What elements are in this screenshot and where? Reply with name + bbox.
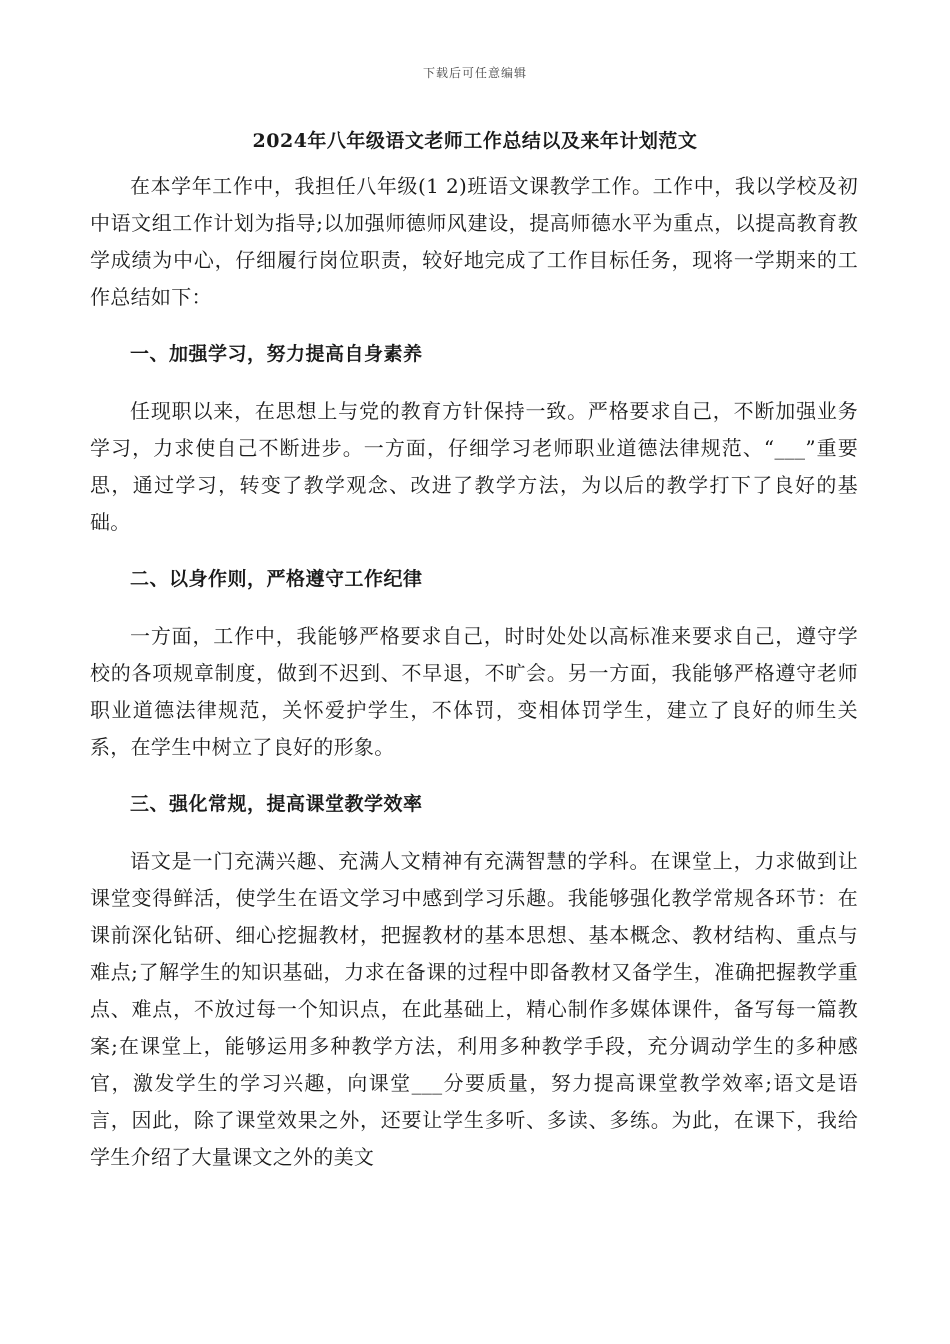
intro-paragraph: 在本学年工作中，我担任八年级(1 2)班语文课教学工作。工作中，我以学校及初中语文组工作计划为指导;以加强师德师风建设，提高师德水平为重点，以提高教育教学成绩为中心，仔细履行岗位职责，较好地完成了工作目标任务，现将一学期来的工作总结如下：: [90, 174, 858, 309]
section-heading-3: 三、强化常规，提高课堂教学效率: [130, 793, 423, 815]
section-heading-1: 一、加强学习，努力提高自身素养: [130, 343, 423, 365]
section-heading-2: 二、以身作则，严格遵守工作纪律: [130, 568, 423, 590]
document-body: [90, 168, 858, 1176]
section-body-2: 一方面，工作中，我能够严格要求自己，时时处处以高标准来要求自己，遵守学校的各项规章制度，做到不迟到、不早退，不旷会。另一方面，我能够严格遵守老师职业道德法律规范，关怀爱护学生，不体罚，变相体罚学生，建立了良好的师生关系，在学生中树立了良好的形象。: [90, 624, 858, 759]
section-body-1: 任现职以来，在思想上与党的教育方针保持一致。严格要求自己，不断加强业务学习，力求使自己不断进步。一方面，仔细学习老师职业道德法律规范、“___”重要思，通过学习，转变了教学观念、改进了教学方法，为以后的教学打下了良好的基础。: [90, 399, 858, 534]
watermark-text: 下载后可任意编辑: [422, 66, 527, 80]
document-title: 2024年八年级语文老师工作总结以及来年计划范文: [252, 130, 698, 152]
section-body-3: 语文是一门充满兴趣、充满人文精神有充满智慧的学科。在课堂上，力求做到让课堂变得鲜活，使学生在语文学习中感到学习乐趣。我能够强化教学常规各环节：在课前深化钻研、细心挖掘教材，把握教材的基本思想、基本概念、教材结构、重点与难点;了解学生的知识基础，力求在备课的过程中即备教材又备学生，准确把握教学重点、难点，不放过每一个知识点，在此基础上，精心制作多媒体课件，备写每一篇教案;在课堂上，能够运用多种教学方法，利用多种教学手段，充分调动学生的多种感官，激发学生的学习兴趣，向课堂___分要质量，努力提高课堂教学效率;语文是语言，因此，除了课堂效果之外，还要让学生多听、多读、多练。为此，在课下，我给学生介绍了大量课文之外的美文: [90, 849, 858, 1169]
